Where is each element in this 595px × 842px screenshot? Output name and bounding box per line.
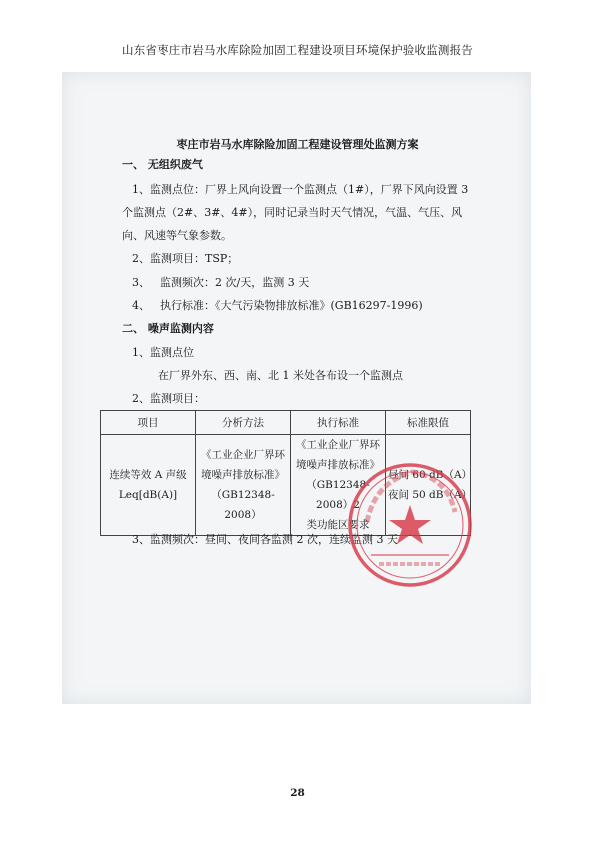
table-header: 分析方法 — [196, 411, 291, 435]
cell-line: 境噪声排放标准》 — [296, 459, 380, 471]
company-seal-stamp — [345, 460, 475, 590]
page-number: 28 — [290, 787, 305, 799]
cell-line: 境噪声排放标准》 — [201, 469, 285, 481]
para-noise-points-detail: 在厂界外东、西、南、北 1 米处各布设一个监测点 — [158, 369, 403, 382]
para-standard: 执行标准：《大气污染物排放标准》(GB16297-1996) — [160, 299, 423, 312]
cell-line: 夜间 50 dB（A） — [388, 489, 473, 501]
list-number-3: 3、 — [132, 276, 150, 289]
table-cell-method — [196, 435, 291, 536]
page-title: 枣庄市岩马水库除险加固工程建设管理处监测方案 — [176, 138, 419, 151]
table-header-row — [101, 411, 471, 435]
para-noise-items: 2、监测项目： — [132, 392, 205, 405]
para-frequency: 监测频次：2 次/天，监测 3 天 — [160, 276, 310, 289]
running-header: 山东省枣庄市岩马水库除险加固工程建设项目环境保护验收监测报告 — [122, 43, 473, 57]
para-monitoring-items: 2、监测项目：TSP； — [132, 252, 239, 265]
section-heading-noise: 二、 噪声监测内容 — [122, 322, 214, 335]
table-header: 标准限值 — [386, 411, 471, 435]
cell-line: （GB12348-2008） — [211, 489, 275, 521]
cell-line: Leq[dB(A)] — [118, 489, 178, 501]
para-monitoring-points-cont2: 向、风速等气象参数。 — [122, 229, 232, 242]
para-noise-frequency: 3、监测频次：昼间、夜间各监测 2 次，连续监测 3 天 — [132, 533, 398, 546]
para-monitoring-points-cont: 个监测点（2#、3#、4#），同时记录当时天气情况，气温、气压、风 — [122, 206, 463, 219]
para-monitoring-points: 1、监测点位：厂界上风向设置一个监测点（1#），厂界下风向设置 3 — [132, 183, 469, 196]
table-cell-project — [101, 435, 196, 536]
table-header: 执行标准 — [291, 411, 386, 435]
section-heading-exhaust: 一、 无组织废气 — [122, 158, 203, 171]
cell-line: 昼间 60 dB（A） — [388, 469, 473, 481]
cell-line: 连续等效 A 声级 — [109, 469, 187, 481]
cell-line: （GB12348-2008）2 — [306, 479, 370, 511]
table-header: 项目 — [101, 411, 196, 435]
cell-line: 《工业企业厂界环 — [296, 439, 380, 451]
cell-line: 类功能区要求 — [306, 519, 370, 531]
cell-line: 《工业企业厂界环 — [201, 449, 285, 461]
list-number-4: 4、 — [132, 299, 150, 312]
para-noise-points: 1、监测点位 — [132, 346, 194, 359]
